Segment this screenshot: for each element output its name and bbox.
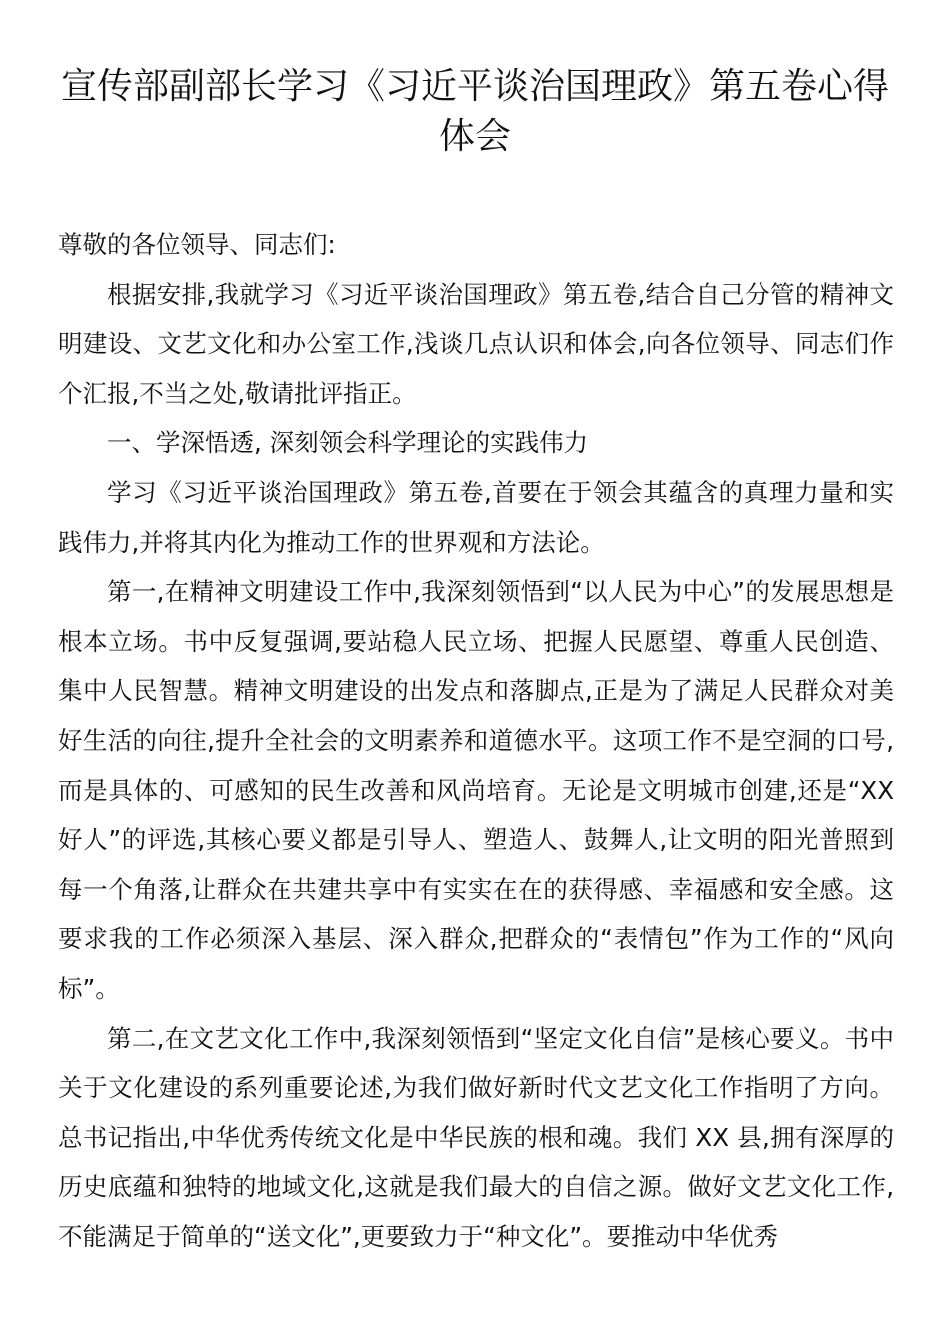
paragraph: 第二,在文艺文化工作中,我深刻领悟到“坚定文化自信”是核心要义。书中关于文化建设的系列重要论述,为我们做好新时代文艺文化工作指明了方向。总书记指出,中华优秀传统文化是中华民族的根和魂。我们 XX 县,拥有深厚的历史底蕴和独特的地域文化,这就是我们最大的自信之源。做好文艺文化工作,不能满足于简单的“送文化”,更要致力于“种文化”。要推动中华优秀 (58, 1023, 894, 1251)
salutation: 尊敬的各位领导、同志们: (58, 230, 336, 259)
document-title: 宣传部副部长学习《习近平谈治国理政》第五卷心得体会 (60, 66, 889, 157)
document-body (58, 220, 894, 1261)
paragraph: 学习《习近平谈治国理政》第五卷,首要在于领会其蕴含的真理力量和实践伟力,并将其内化为推动工作的世界观和方法论。 (58, 477, 894, 557)
section-heading-1: 一、学深悟透, 深刻领会科学理论的实践伟力 (107, 428, 589, 458)
paragraph-intro: 根据安排,我就学习《习近平谈治国理政》第五卷,结合自己分管的精神文明建设、文艺文化和办公室工作,浅谈几点认识和体会,向各位领导、同志们作个汇报,不当之处,敬请批评指正。 (58, 279, 894, 408)
paragraph: 第一,在精神文明建设工作中,我深刻领悟到“以人民为中心”的发展思想是根本立场。书中反复强调,要站稳人民立场、把握人民愿望、尊重人民创造、集中人民智慧。精神文明建设的出发点和落脚点,正是为了满足人民群众对美好生活的向往,提升全社会的文明素养和道德水平。这项工作不是空洞的口号,而是具体的、可感知的民生改善和风尚培育。无论是文明城市创建,还是“XX 好人”的评选,其核心要义都是引导人、塑造人、鼓舞人,让文明的阳光普照到每一个角落,让群众在共建共享中有实实在在的获得感、幸福感和安全感。这要求我的工作必须深入基层、深入群众,把群众的“表情包”作为工作的“风向标”。 (58, 577, 894, 1003)
